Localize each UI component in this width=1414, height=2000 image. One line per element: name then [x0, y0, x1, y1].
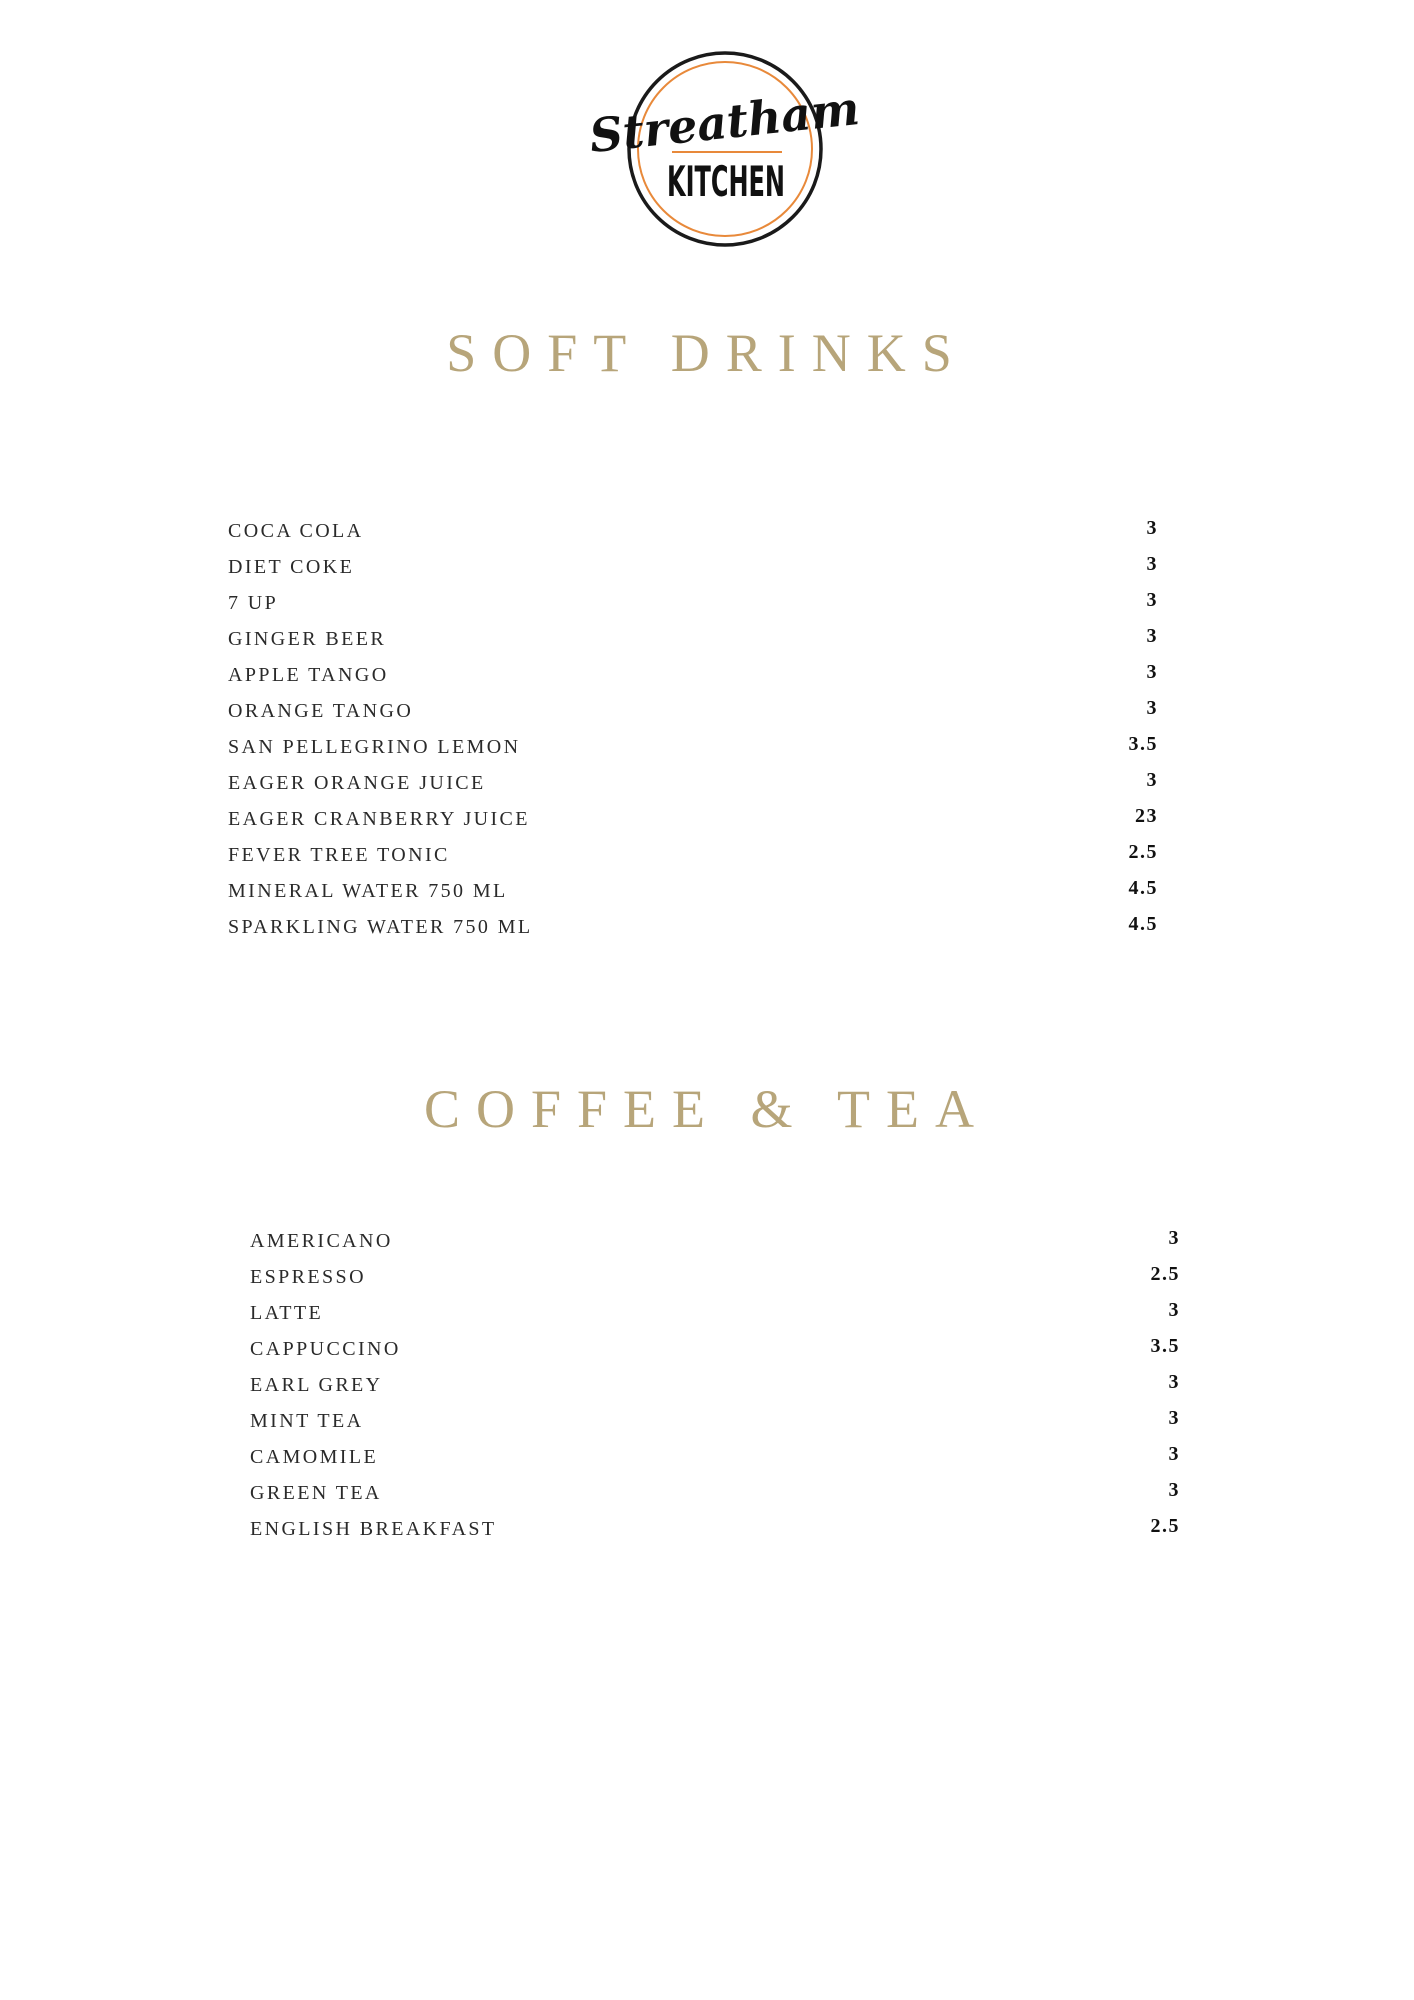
- item-name: AMERICANO: [250, 1230, 393, 1252]
- menu-item: [250, 1296, 1180, 1332]
- item-name: DIET COKE: [228, 556, 355, 578]
- item-name: COCA COLA: [228, 520, 364, 542]
- logo-script-text: Streatham: [586, 81, 862, 164]
- item-name: ESPRESSO: [250, 1266, 366, 1288]
- menu-item: [228, 550, 1158, 586]
- item-name: MINT TEA: [250, 1410, 364, 1432]
- item-price: 3: [1168, 1407, 1180, 1429]
- item-name: CAMOMILE: [250, 1446, 379, 1468]
- item-price: 23: [1135, 805, 1158, 827]
- soft-drinks-title: SOFT DRINKS: [446, 323, 968, 383]
- item-name: 7 UP: [228, 592, 279, 614]
- item-price: 2.5: [1128, 841, 1158, 863]
- menu-item: [250, 1368, 1180, 1404]
- item-price: 3.5: [1128, 733, 1158, 755]
- item-name: EAGER CRANBERRY JUICE: [228, 808, 530, 830]
- menu-item: [228, 910, 1158, 946]
- item-name: SAN PELLEGRINO LEMON: [228, 736, 521, 758]
- item-price: 4.5: [1128, 913, 1158, 935]
- menu-item: [250, 1224, 1180, 1260]
- logo-block-text: KITCHEN: [667, 157, 785, 206]
- menu-item: [250, 1260, 1180, 1296]
- item-price: 3: [1146, 517, 1158, 539]
- item-price: 2.5: [1150, 1515, 1180, 1537]
- menu-item: [228, 586, 1158, 622]
- menu-item: [228, 838, 1158, 874]
- menu-item: [250, 1404, 1180, 1440]
- item-name: LATTE: [250, 1302, 324, 1324]
- item-price: 3: [1146, 661, 1158, 683]
- item-name: ORANGE TANGO: [228, 700, 414, 722]
- item-name: FEVER TREE TONIC: [228, 844, 450, 866]
- menu-item: [228, 694, 1158, 730]
- item-price: 3: [1146, 769, 1158, 791]
- item-name: APPLE TANGO: [228, 664, 389, 686]
- menu-item: [228, 802, 1158, 838]
- coffee-tea-title: COFFEE & TEA: [423, 1079, 991, 1139]
- item-name: SPARKLING WATER 750 ML: [228, 916, 533, 938]
- item-name: EAGER ORANGE JUICE: [228, 772, 486, 794]
- item-name: CAPPUCCINO: [250, 1338, 401, 1360]
- item-price: 3: [1168, 1479, 1180, 1501]
- item-price: 3: [1168, 1371, 1180, 1393]
- item-name: ENGLISH BREAKFAST: [250, 1518, 497, 1540]
- menu-item: [250, 1476, 1180, 1512]
- item-price: 2.5: [1150, 1263, 1180, 1285]
- soft-drinks-list: [228, 514, 1158, 946]
- menu-item: [228, 622, 1158, 658]
- item-price: 3: [1168, 1299, 1180, 1321]
- item-price: 3: [1168, 1443, 1180, 1465]
- streatham-kitchen-logo: [586, 48, 862, 248]
- logo-emblem-icon: [586, 48, 862, 248]
- menu-item: [228, 514, 1158, 550]
- coffee-tea-list: [250, 1224, 1180, 1548]
- item-name: GREEN TEA: [250, 1482, 382, 1504]
- menu-item: [250, 1440, 1180, 1476]
- item-price: 3: [1146, 553, 1158, 575]
- item-price: 3: [1146, 589, 1158, 611]
- item-name: MINERAL WATER 750 ML: [228, 880, 508, 902]
- item-price: 3: [1168, 1227, 1180, 1249]
- menu-item: [228, 766, 1158, 802]
- item-price: 3: [1146, 625, 1158, 647]
- item-price: 3: [1146, 697, 1158, 719]
- item-name: EARL GREY: [250, 1374, 383, 1396]
- menu-item: [250, 1332, 1180, 1368]
- item-price: 3.5: [1150, 1335, 1180, 1357]
- menu-item: [228, 874, 1158, 910]
- menu-item: [228, 658, 1158, 694]
- item-name: GINGER BEER: [228, 628, 387, 650]
- item-price: 4.5: [1128, 877, 1158, 899]
- menu-item: [250, 1512, 1180, 1548]
- menu-item: [228, 730, 1158, 766]
